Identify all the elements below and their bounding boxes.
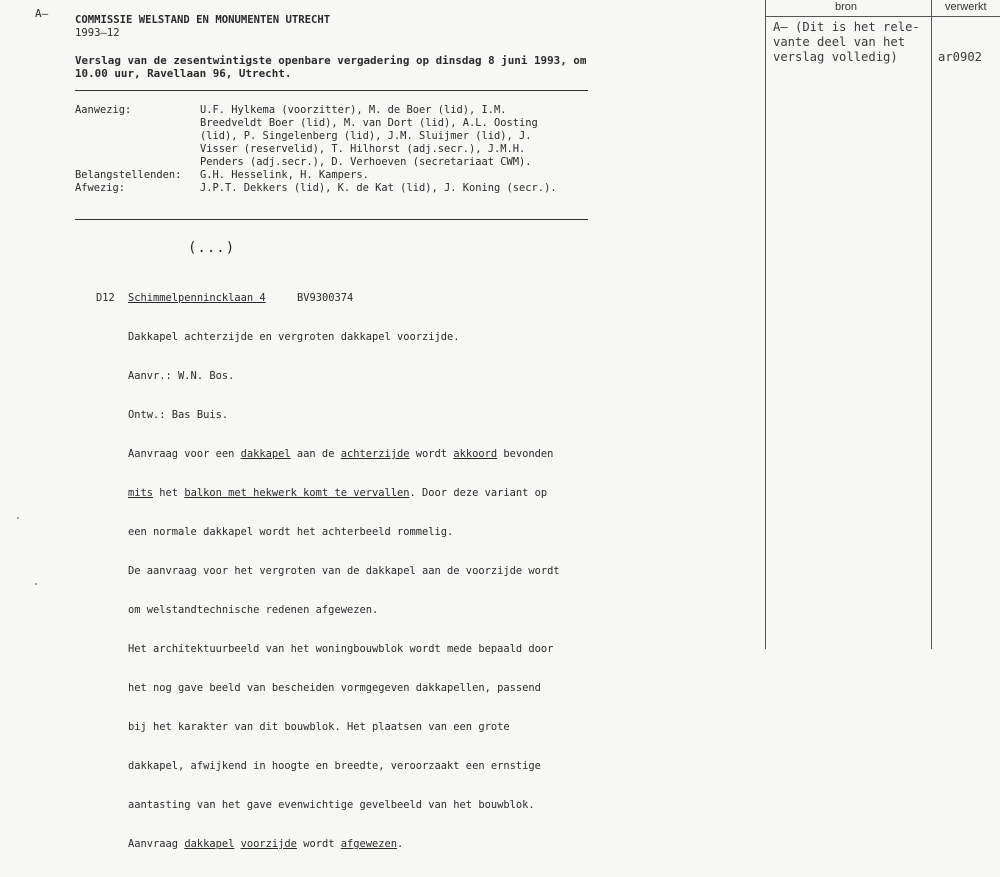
item-file-number: BV9300374 [297,292,354,304]
underlined-text: dakkapel [184,838,235,850]
present-line: U.F. Hylkema (voorzitter), M. de Boer (lid), I.M. [200,104,507,116]
present-line: Penders (adj.secr.), D. Verhoeven (secretariaat CWM). [200,156,532,168]
item-line-condition [128,487,560,500]
underlined-text: achterzijde [340,448,410,460]
subject-line-2: 10.00 uur, Ravellaan 96, Utrecht. [75,67,292,80]
stakeholders-text: G.H. Hesselink, H. Kampers. [200,169,369,181]
absent-label: Afwezig: [75,182,126,194]
side-table-left-rule [765,0,766,649]
present-line: (lid), P. Singelenberg (lid), J.M. Sluijmer (lid), J. [200,130,532,142]
item-line: Ontw.: Bas Buis. [128,409,229,421]
item-street: Schimmelpennincklaan 4 [128,292,266,304]
processed-code: ar0902 [938,50,983,64]
absent-text: J.P.T. Dekkers (lid), K. de Kat (lid), J. Koning (secr.). [200,182,557,194]
source-note-line: vante deel van het [773,35,906,49]
subject-line-1: Verslag van de zesentwintigste openbare vergadering op dinsdag 8 juni 1993, om [75,54,587,67]
scan-speck [17,517,19,519]
underlined-text: voorzijde [240,838,297,850]
item-line: om welstandtechnische redenen afgewezen. [128,604,379,616]
item-line-decision [128,838,560,851]
text-run: het [153,487,185,499]
item-line: Dakkapel achterzijde en vergroten dakkapel voorzijde. [128,331,460,343]
text-run: wordt [409,448,454,460]
side-table-header-rule [765,16,1000,17]
stakeholders-label: Belangstellenden: [75,169,182,181]
item-line: een normale dakkapel wordt het achterbeeld rommelig. [128,526,454,538]
item-body [128,305,560,877]
text-run: . Door deze variant op [409,487,548,499]
source-note-line: A— (Dit is het rele- [773,20,920,34]
underlined-text: afgewezen [340,838,398,850]
text-run: Aanvraag [128,838,185,850]
text-run: bevonden [497,448,554,460]
meeting-number: 1993–12 [75,27,120,39]
item-line: Aanvr.: W.N. Bos. [128,370,235,382]
organisation-name: COMMISSIE WELSTAND EN MONUMENTEN UTRECHT [75,14,331,26]
item-line: het nog gave beeld van bescheiden vormgegeven dakkapellen, passend [128,682,541,694]
ellipsis: (...) [188,240,236,256]
divider-top [75,90,588,91]
underlined-text: mits [128,487,154,499]
underlined-text: akkoord [453,448,498,460]
present-line: Breedveldt Boer (lid), M. van Dort (lid), A.L. Oosting [200,117,538,129]
divider-bottom [75,219,588,220]
present-label: Aanwezig: [75,104,132,116]
text-run: . [397,838,404,850]
scan-speck [35,583,37,585]
item-line: bij het karakter van dit bouwblok. Het plaatsen van een grote [128,721,510,733]
corner-mark: A— [35,7,49,20]
underlined-text: balkon met hekwerk komt te vervallen [184,487,410,499]
item-line: De aanvraag voor het vergroten van de dakkapel aan de voorzijde wordt [128,565,560,577]
item-line: Het architektuurbeeld van het woningbouwblok wordt mede bepaald door [128,643,554,655]
column-header-bron: bron [835,1,858,13]
column-header-verwerkt: verwerkt [945,1,987,13]
item-line-approval [128,448,560,461]
source-note-line: verslag volledig) [773,50,898,64]
item-code: D12 [96,292,115,304]
text-run: Aanvraag voor een [128,448,241,460]
side-table-middle-rule [931,0,932,649]
text-run: wordt [296,838,341,850]
underlined-text: dakkapel [240,448,291,460]
item-line: aantasting van het gave evenwichtige gevelbeeld van het bouwblok. [128,799,535,811]
item-line: dakkapel, afwijkend in hoogte en breedte, veroorzaakt een ernstige [128,760,541,772]
text-run: aan de [290,448,341,460]
present-line: Visser (reservelid), T. Hilhorst (adj.secr.), J.M.H. [200,143,526,155]
